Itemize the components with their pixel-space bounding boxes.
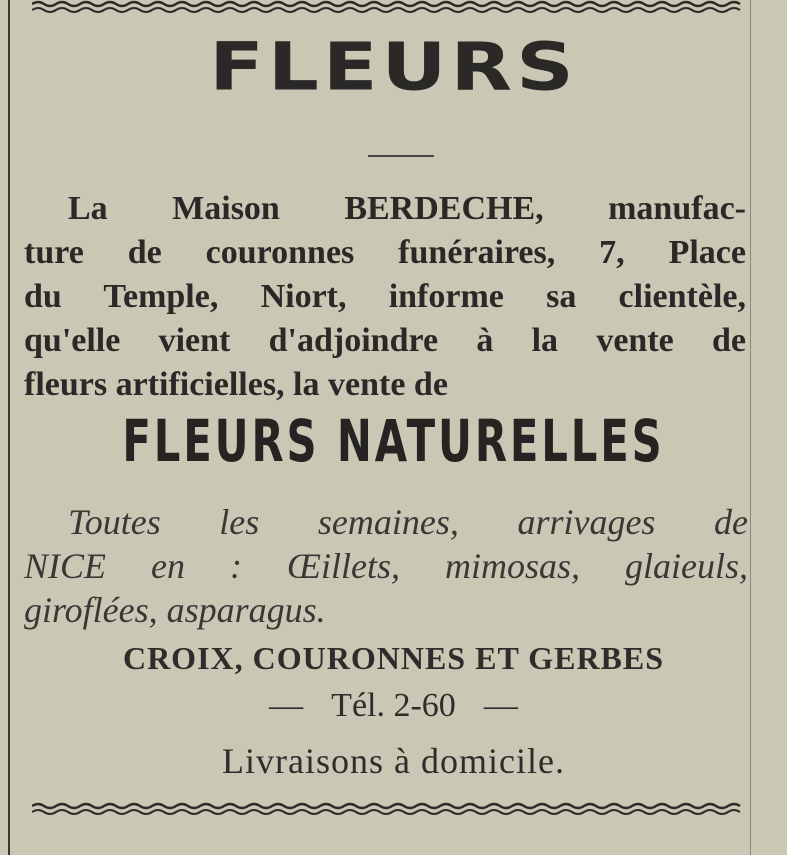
advert-subtitle: FLEURS NATURELLES [122, 407, 665, 475]
phone-number: Tél. 2-60 [331, 687, 456, 724]
title-separator [368, 155, 434, 157]
delivery-line: Livraisons à domicile. [222, 741, 565, 781]
phone-line [0, 686, 787, 726]
advert-body [24, 187, 746, 407]
arrivals-line: Toutes les semaines, arrivages de [68, 502, 748, 542]
body-line: fleurs artificielles, la vente de [24, 366, 448, 403]
body-line: du Temple, Niort, informe sa clientèle, [24, 278, 746, 315]
advert-title: FLEURS [209, 28, 578, 106]
arrivals-line: NICE en : Œillets, mimosas, glaieuls, [24, 546, 748, 586]
column-rule-right [750, 0, 751, 855]
bottom-wavy-border [32, 802, 744, 816]
phone-dash-right: — [483, 687, 518, 724]
arrivals-text [24, 500, 748, 632]
body-line: ture de couronnes funéraires, 7, Place [24, 234, 746, 271]
column-rule-left [8, 0, 10, 855]
top-wavy-border [32, 0, 744, 14]
body-line: qu'elle vient d'adjoindre à la vente de [24, 322, 746, 359]
arrivals-line: giroflées, asparagus. [24, 590, 326, 630]
body-line: La Maison BERDECHE, manufac- [68, 190, 746, 227]
phone-dash-left: — [269, 687, 304, 724]
products-line: CROIX, COURONNES ET GERBES [122, 640, 665, 676]
